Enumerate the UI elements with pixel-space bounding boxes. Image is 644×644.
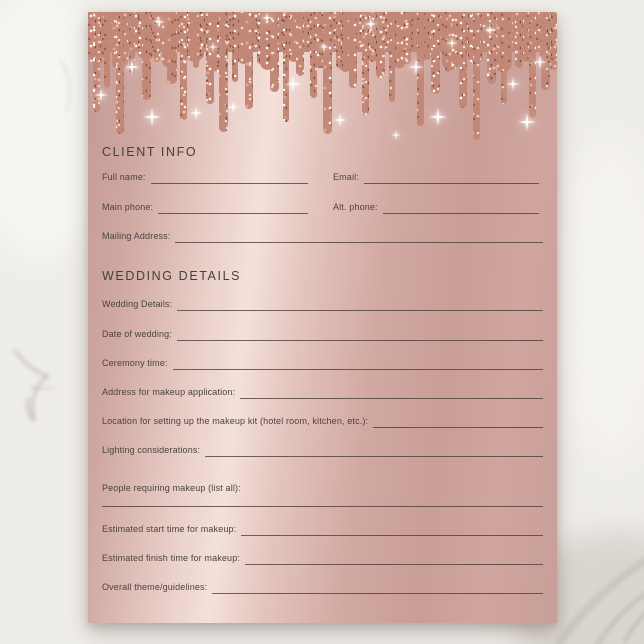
glitter-drip [142,12,151,100]
sparkle-icon [143,108,161,126]
section-title-wedding-details: WEDDING DETAILS [102,269,242,283]
form-field [102,415,543,428]
sparkle-icon [408,59,424,75]
write-in-line [364,171,539,184]
sparkle-icon [364,17,378,31]
sparkle-icon [333,113,347,127]
sparkle-icon [208,42,218,52]
glitter-drip [473,12,480,140]
form-row [102,415,543,428]
glitter-drip [459,12,467,108]
glitter-drip [296,12,304,76]
glitter-drip [283,12,289,122]
field-label: Overall theme/guidelines: [102,582,208,592]
write-in-line [158,201,308,214]
glitter-drip [167,12,177,84]
write-in-line [212,581,543,594]
field-label: Lighting considerations: [102,445,201,455]
form-field [102,523,543,536]
form-field [102,171,308,184]
field-label: People requiring makeup (list all): [102,483,241,493]
section-title-client-info: CLIENT INFO [102,145,198,159]
glitter-drip [193,12,199,68]
field-label: Wedding Details: [102,299,173,309]
glitter-drip [104,12,110,88]
form-field [102,552,543,565]
sparkle-icon [429,108,447,126]
write-in-line [151,171,308,184]
field-label: Estimated finish time for makeup: [102,553,241,563]
glitter-drip [389,12,395,102]
write-in-line [240,386,543,399]
glitter-drip [232,12,238,82]
write-in-line [383,201,539,214]
glitter-drip [515,12,523,68]
form-row [102,171,539,184]
field-label: Date of wedding: [102,329,172,339]
form-row [102,328,543,341]
glitter-drip [403,12,411,64]
form-field [102,298,543,311]
form-row [102,298,543,311]
sparkle-icon [319,42,329,52]
form-row [102,523,543,536]
field-label: Ceremony time: [102,358,168,368]
field-label: Email: [333,172,359,182]
sparkle-icon [533,55,547,69]
field-label: Main phone: [102,202,154,212]
sparkle-icon [506,77,520,91]
glitter-drip [336,12,342,68]
write-in-line [373,415,543,428]
sparkle-icon [153,16,165,28]
glitter-drip [206,12,214,104]
blank-write-in-line [102,493,543,507]
write-in-line [241,523,543,536]
form-row [102,552,543,565]
field-label: Alt. phone: [333,202,378,212]
sparkle-icon [484,24,496,36]
glitter-drip [180,12,187,120]
sparkle-icon [227,101,239,113]
field-label: Estimated start time for makeup: [102,524,237,534]
write-in-line [177,328,543,341]
field-label: Mailing Address: [102,231,171,241]
form-field [333,171,539,184]
glitter-drip [245,12,253,109]
glitter-drip [431,12,440,94]
form-field [102,581,543,594]
write-in-line [175,230,543,243]
sparkle-icon [391,130,401,140]
glitter-drip [487,12,496,84]
sparkle-icon [285,76,301,92]
glitter-drip [219,12,228,132]
write-in-line [173,357,543,370]
write-in-line [245,552,543,565]
sparkle-icon [124,59,140,75]
sparkle-icon [518,113,536,131]
field-label: Address for makeup application: [102,387,236,397]
sparkle-icon [446,37,458,49]
field-label: Location for setting up the makeup kit (hotel room, kitchen, etc.): [102,416,369,426]
write-in-line [205,444,543,457]
form-row [102,386,543,399]
letterhead-paper [88,12,557,623]
form-row [102,444,543,457]
glitter-drip [116,12,124,134]
form-field [333,201,539,214]
glitter-drip [551,12,557,70]
glitter-drip [349,12,357,88]
glitter-drip [270,12,279,92]
form-row [102,357,543,370]
field-label: Full name: [102,172,146,182]
glitter-drip [310,12,317,98]
sparkle-icon [261,12,273,24]
glitter-drip [541,12,550,90]
form-field [102,444,543,457]
form-field [102,230,543,243]
form-row [102,581,543,594]
form-field [102,328,543,341]
sparkle-icon [94,88,108,102]
form-field [102,386,543,399]
sparkle-icon [189,106,203,120]
form-row [102,201,539,214]
form-field [102,357,543,370]
glitter-drip [323,12,332,134]
form-row [102,230,543,243]
write-in-line [177,298,543,311]
form-field [102,201,308,214]
